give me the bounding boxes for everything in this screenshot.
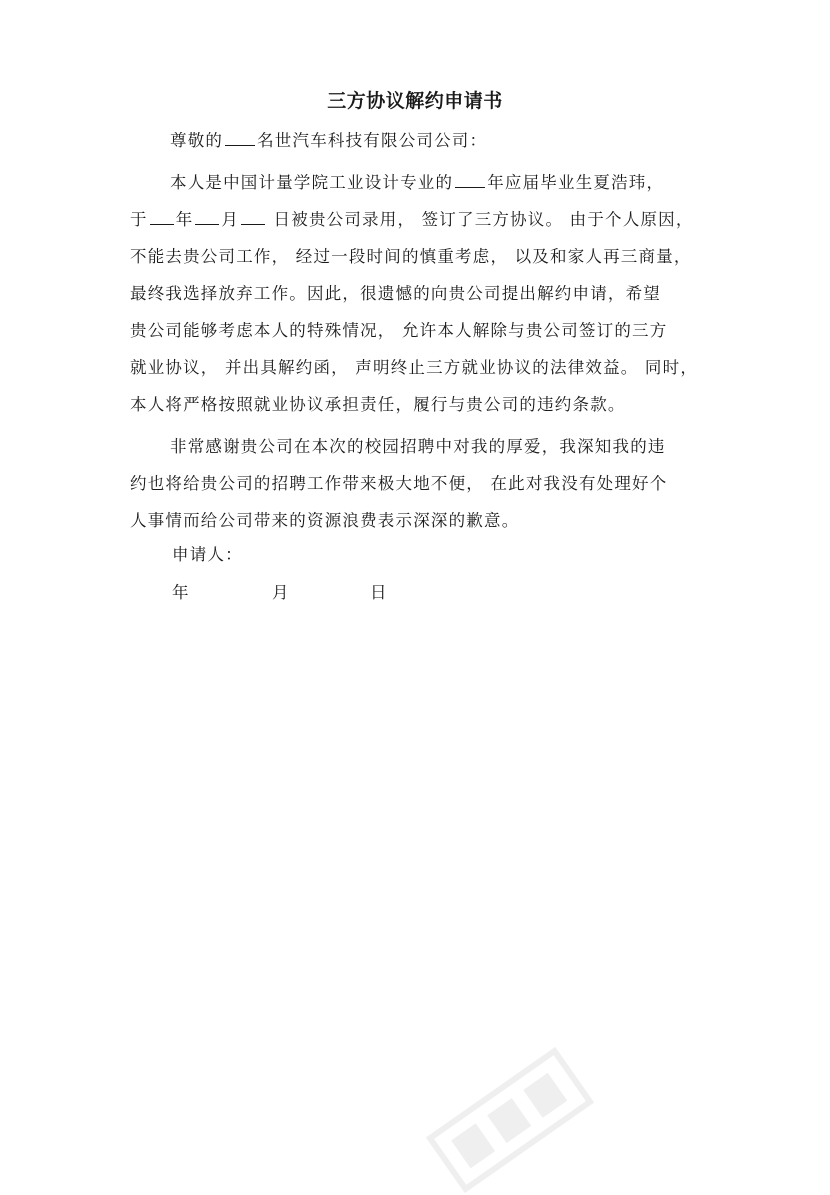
text-segment: 日被贵公司录用， 签订了三方协议。 由于个人原因， (267, 210, 694, 229)
text-segment: 本人是中国计量学院工业设计专业的 (170, 173, 454, 192)
text-segment: 月 (221, 210, 240, 229)
paragraph-2 (130, 428, 708, 539)
blank-line (241, 206, 265, 225)
text-line: 人事情而给公司带来的资源浪费表示深深的歉意。 (130, 511, 520, 530)
watermark-icon (424, 1045, 595, 1194)
text-line: 不能去贵公司工作， 经过一段时间的慎重考虑， 以及和家人再三商量， (130, 247, 692, 266)
blank-line (455, 169, 485, 188)
salutation (170, 122, 748, 159)
text-line: 就业协议， 并出具解约函， 声明终止三方就业协议的法律效益。 同时， (130, 358, 699, 377)
salutation-company: 名世汽车科技有限公司公司： (257, 131, 488, 150)
text-line: 最终我选择放弃工作。因此，很遗憾的向贵公司提出解约申请，希望 (130, 284, 661, 303)
date-day-label: 日 (370, 583, 387, 602)
date-month-label: 月 (272, 583, 289, 602)
text-line: 约也将给贵公司的招聘工作带来极大地不便， 在此对我没有处理好个 (130, 474, 668, 493)
applicant-label: 申请人： (172, 545, 243, 564)
text-segment: 年应届毕业生夏浩玮， (487, 173, 665, 192)
blank-line (225, 127, 255, 146)
paragraph-1 (130, 164, 708, 423)
text-line (130, 201, 708, 238)
text-line (130, 164, 708, 201)
text-line: 本人将严格按照就业协议承担责任，履行与贵公司的违约条款。 (130, 395, 626, 414)
document-title: 三方协议解约申请书 (327, 90, 503, 112)
blank-line (150, 206, 174, 225)
text-line: 非常感谢贵公司在本次的校园招聘中对我的厚爱，我深知我的违 (170, 437, 666, 456)
text-line: 贵公司能够考虑本人的特殊情况， 允许本人解除与贵公司签订的三方 (130, 321, 668, 340)
date-year-label: 年 (172, 583, 189, 602)
text-segment: 于 (130, 210, 148, 229)
salutation-prefix: 尊敬的 (170, 131, 224, 150)
text-segment: 年 (175, 210, 194, 229)
blank-line (195, 206, 219, 225)
